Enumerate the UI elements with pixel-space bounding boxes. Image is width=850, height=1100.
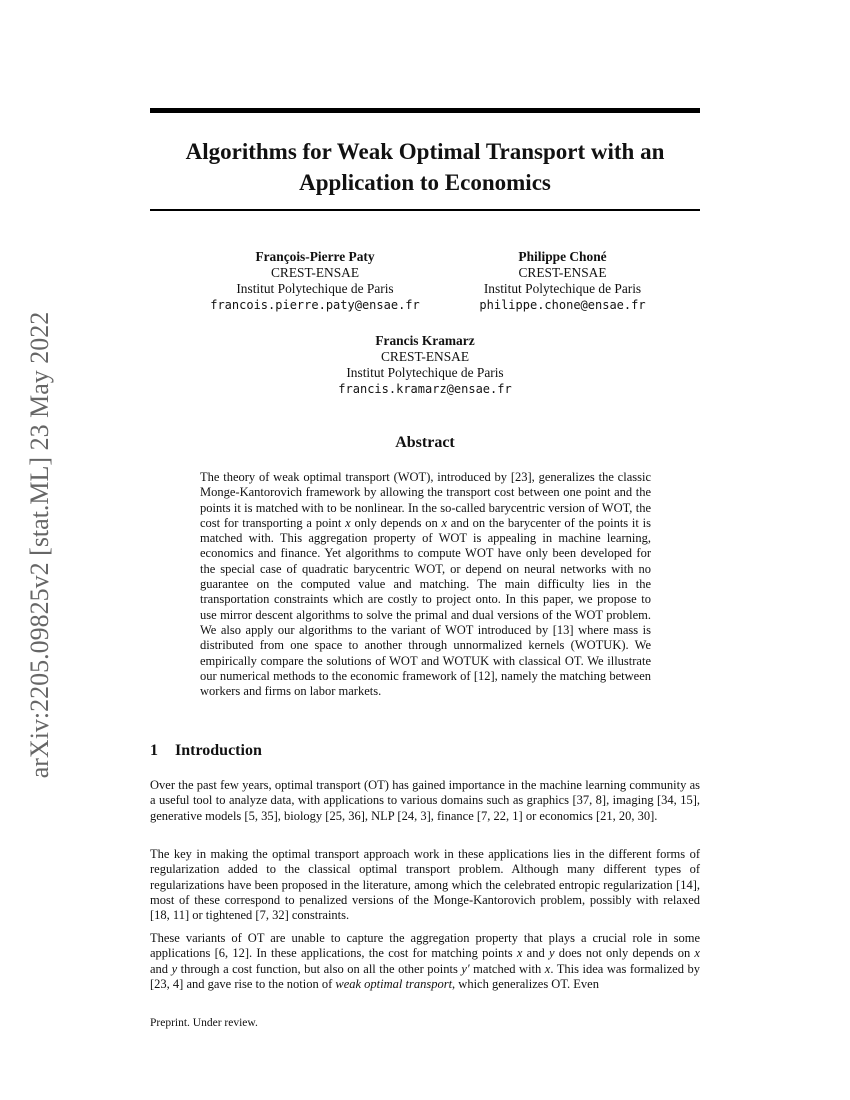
author-name: Francis Kramarz [375,333,475,348]
author-affiliation: CREST-ENSAE [518,265,607,280]
author-institution: Institut Polytechique de Paris [483,281,642,296]
abstract-text-segment: The theory of weak optimal transport (WOT), introduced by [23], generalizes the classic Monge-Kantorovich framework by allowing the transport cost between one point and the points it is matched with to be nonlinear. In the so-called barycentric version of WOT, the cost for transporting a point [200,470,651,530]
author-email[interactable]: philippe.chone@ensae.fr [479,298,646,312]
author-name: Philippe Choné [518,249,607,264]
math-variable: x [441,515,448,530]
math-variable: y [548,946,555,961]
author-block [190,249,440,313]
preprint-footer: Preprint. Under review. [150,1017,258,1029]
math-variable: x [694,946,700,961]
section-title: Introduction [175,742,262,759]
intro-paragraph-3 [150,931,700,992]
author-block [300,333,550,397]
author-block [440,249,685,313]
emphasis-term: weak optimal transport [335,976,453,991]
text-segment: through a cost function, but also on all the other points [177,961,462,976]
abstract-heading: Abstract [395,434,455,451]
math-variable: x [345,515,351,530]
math-variable: x [516,946,523,961]
section-heading-introduction [150,742,262,760]
author-name: François-Pierre Paty [255,249,375,264]
text-segment: and [522,946,549,961]
text-segment: matched with [469,961,545,976]
author-email[interactable]: francis.kramarz@ensae.fr [338,382,512,396]
abstract-text-segment: only depends on [350,515,442,530]
title-line-2: Application to Economics [299,170,551,195]
intro-paragraph-1: Over the past few years, optimal transport (OT) has gained importance in the machine learning community as a useful tool to analyze data, with applications to various domains such as graphics [37, 8], imaging [34, 15], generative models [5, 35], biology [25, 36], NLP [24, 3], finance [7, 22, 1] or economics [21, 20, 30]. [150,778,700,823]
title-top-rule [150,108,700,113]
author-affiliation: CREST-ENSAE [270,265,360,280]
section-number: 1 [150,742,158,759]
author-institution: Institut Polytechique de Paris [346,365,504,380]
author-affiliation: CREST-ENSAE [380,349,470,364]
arxiv-identifier-stamp: arXiv:2205.09825v2 [stat.ML] 23 May 2022 [25,311,54,779]
author-institution: Institut Polytechique de Paris [236,281,394,296]
text-segment: does not only depends on [554,946,695,961]
math-variable: x [544,961,551,976]
text-segment: and [150,961,172,976]
paper-title [150,136,700,198]
text-segment: . This idea was formalized by [23, 4] and gave rise to the notion of [150,961,700,991]
text-segment: These variants of OT are unable to capture the aggregation property that plays a crucial role in some applications [6, 12]. In these applications, the cost for matching points [150,931,700,961]
abstract-body [200,470,651,699]
text-segment: , which generalizes OT. Even [452,976,599,991]
title-bottom-rule [150,209,700,211]
author-email[interactable]: francois.pierre.paty@ensae.fr [210,298,420,312]
abstract-text-segment: and on the barycenter of the points it is matched with. This aggregation property of WOT is appealing in machine learning, economics and finance. Yet algorithms to compute WOT have only been developed for the special case of quadratic barycentric WOT, or depend on neural networks with no guarantee on the computed value and matching. The main difficulty lies in the transportation constraints which are costly to project onto. In this paper, we propose to use mirror descent algorithms to solve the primal and dual versions of the WOT problem. We also apply our algorithms to the variant of WOT introduced by [13] where mass is distributed from one space to another through unnormalized kernels (WOTUK). We empirically compare the solutions of WOT and WOTUK with classical OT. We illustrate our numerical methods to the economic framework of [12], namely the matching between workers and firms on labor markets. [200,515,651,699]
math-variable: y [171,961,178,976]
title-line-1: Algorithms for Weak Optimal Transport with an [185,139,665,164]
math-variable: y′ [461,961,470,976]
intro-paragraph-2: The key in making the optimal transport approach work in these applications lies in the different forms of regularization added to the classical optimal transport problem. Although many different types of regularizations have been proposed in the literature, among which the celebrated entropic regularization [14], most of these correspond to penalized versions of the Monge-Kantorovich problem, possibly with relaxed [18, 11] or tightened [7, 32] constraints. [150,847,700,923]
